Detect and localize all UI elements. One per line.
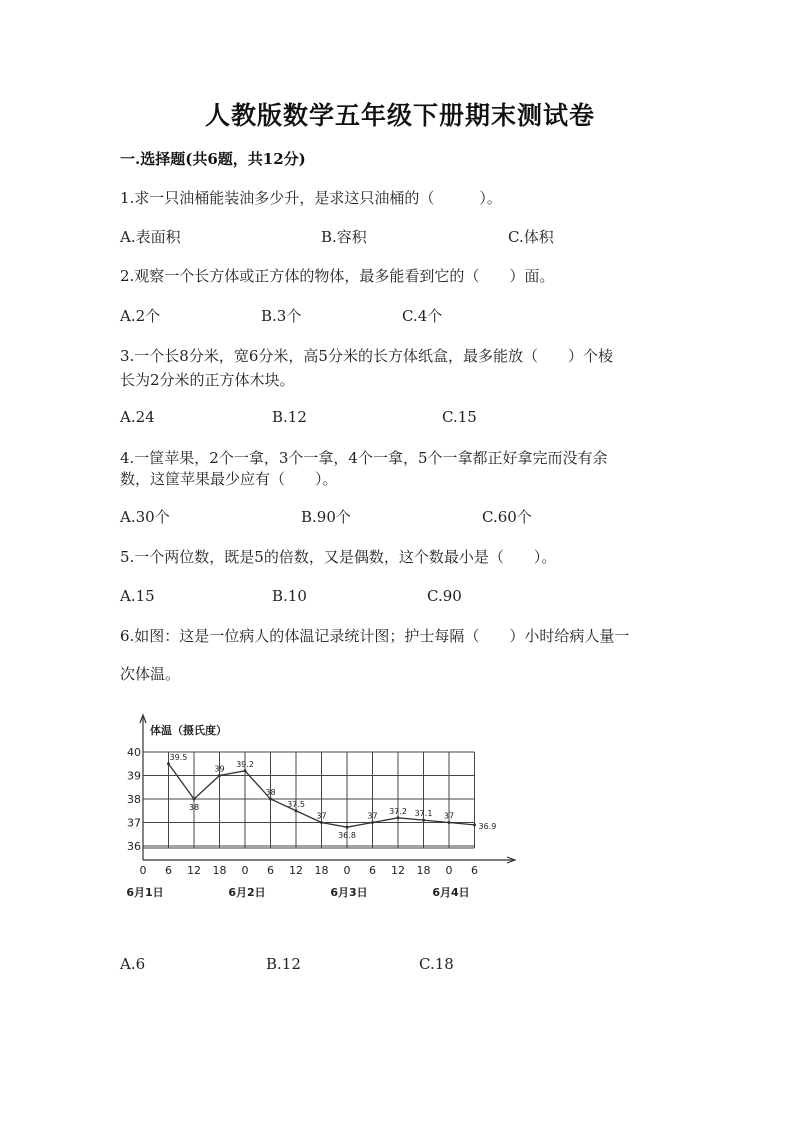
data-point [371,821,374,824]
question-4-option-c[interactable]: C.60个 [482,508,532,526]
x-tick-label: 12 [289,864,303,877]
x-tick-label: 18 [314,864,329,877]
y-tick-label: 40 [127,746,141,759]
question-6-option-b[interactable]: B.12 [266,955,301,973]
question-1-text: 1.求一只油桶能装油多少升，是求这只油桶的（ ）。 [120,189,502,207]
x-tick-label: 6 [267,864,274,877]
data-label: 37.5 [287,799,305,809]
y-tick-label: 37 [127,816,141,830]
question-6-option-a[interactable]: A.6 [120,955,146,973]
x-tick-label: 12 [391,864,405,877]
x-tick-label: 6 [369,864,376,877]
question-3-option-c[interactable]: C.15 [442,408,477,426]
date-label: 6月1日 [126,886,164,899]
question-2-option-c[interactable]: C.4个 [402,307,443,325]
question-2-text: 2.观察一个长方体或正方体的物体，最多能看到它的（ ）面。 [120,267,555,285]
data-point [167,762,170,765]
x-tick-label: 18 [212,864,227,877]
data-label: 36.9 [478,821,497,831]
data-point [397,816,400,819]
data-point [422,819,425,822]
x-tick-label: 6 [165,864,172,877]
question-2-option-a[interactable]: A.2个 [120,307,161,325]
y-tick-label: 39 [127,769,141,783]
data-label: 38 [188,803,200,812]
question-1-option-b[interactable]: B.容积 [321,228,367,246]
data-label: 37 [367,811,378,821]
question-4-option-b[interactable]: B.90个 [301,508,351,526]
y-axis-label: 体温（摄氏度） [150,724,227,737]
x-tick-label: 0 [139,864,147,877]
date-label: 6月2日 [228,886,266,899]
date-label: 6月4日 [432,886,470,899]
x-tick-label: 0 [445,864,453,877]
data-point [320,821,323,824]
question-5-text: 5.一个两位数，既是5的倍数，又是偶数，这个数最小是（ ）。 [120,548,557,566]
question-5-option-c[interactable]: C.90 [427,587,462,605]
date-label: 6月3日 [330,886,368,899]
data-label: 39 [214,764,225,774]
x-tick-label: 12 [187,864,201,877]
question-1-option-a[interactable]: A.表面积 [120,228,181,246]
y-tick-label: 38 [127,793,141,806]
question-4-text: 4.一筐苹果，2个一拿，3个一拿，4个一拿，5个一拿都正好拿完而没有余 [120,449,608,467]
question-5-option-b[interactable]: B.10 [272,587,307,605]
question-6-text: 6.如图：这是一位病人的体温记录统计图；护士每隔（ ）小时给病人量一 [120,627,630,645]
question-3-text: 3.一个长8分米，宽6分米，高5分米的长方体纸盒，最多能放（ ）个棱 [120,347,613,365]
data-label: 39.5 [169,752,188,762]
data-point [218,774,221,777]
data-label: 37 [316,811,327,821]
data-label: 36.8 [338,831,356,841]
question-6-text-line2: 次体温。 [120,665,181,683]
data-label: 39.2 [236,759,254,769]
y-tick-label: 36 [127,840,141,853]
data-point [193,798,196,801]
question-4-option-a[interactable]: A.30个 [120,508,170,526]
x-tick-label: 6 [471,864,478,877]
page-title: 人教版数学五年级下册期末测试卷 [204,101,595,130]
question-6-option-c[interactable]: C.18 [419,955,454,973]
data-label: 37.2 [389,806,407,816]
question-2-option-b[interactable]: B.3个 [261,307,302,325]
question-1-option-c[interactable]: C.体积 [508,228,554,246]
question-3-text-line2: 长为2分米的正方体木块。 [120,371,295,389]
temperature-chart [120,712,520,912]
temperature-chart-svg [120,712,520,912]
question-5-option-a[interactable]: A.15 [120,587,155,605]
data-label: 37 [443,811,455,821]
x-tick-label: 18 [416,864,431,877]
data-point [269,798,272,801]
data-point [346,826,349,829]
question-3-option-b[interactable]: B.12 [272,408,307,426]
section-heading: 一.选择题(共6题，共12分) [120,150,306,168]
question-4-text-line2: 数，这筐苹果最少应有（ ）。 [120,470,338,488]
data-point [295,809,298,812]
x-tick-label: 0 [343,864,351,877]
data-point [473,823,476,826]
data-point [244,769,247,772]
data-label: 37.1 [414,809,433,819]
data-point [448,821,451,824]
data-label: 38 [265,788,276,797]
question-3-option-a[interactable]: A.24 [120,408,155,426]
x-tick-label: 0 [241,864,249,877]
